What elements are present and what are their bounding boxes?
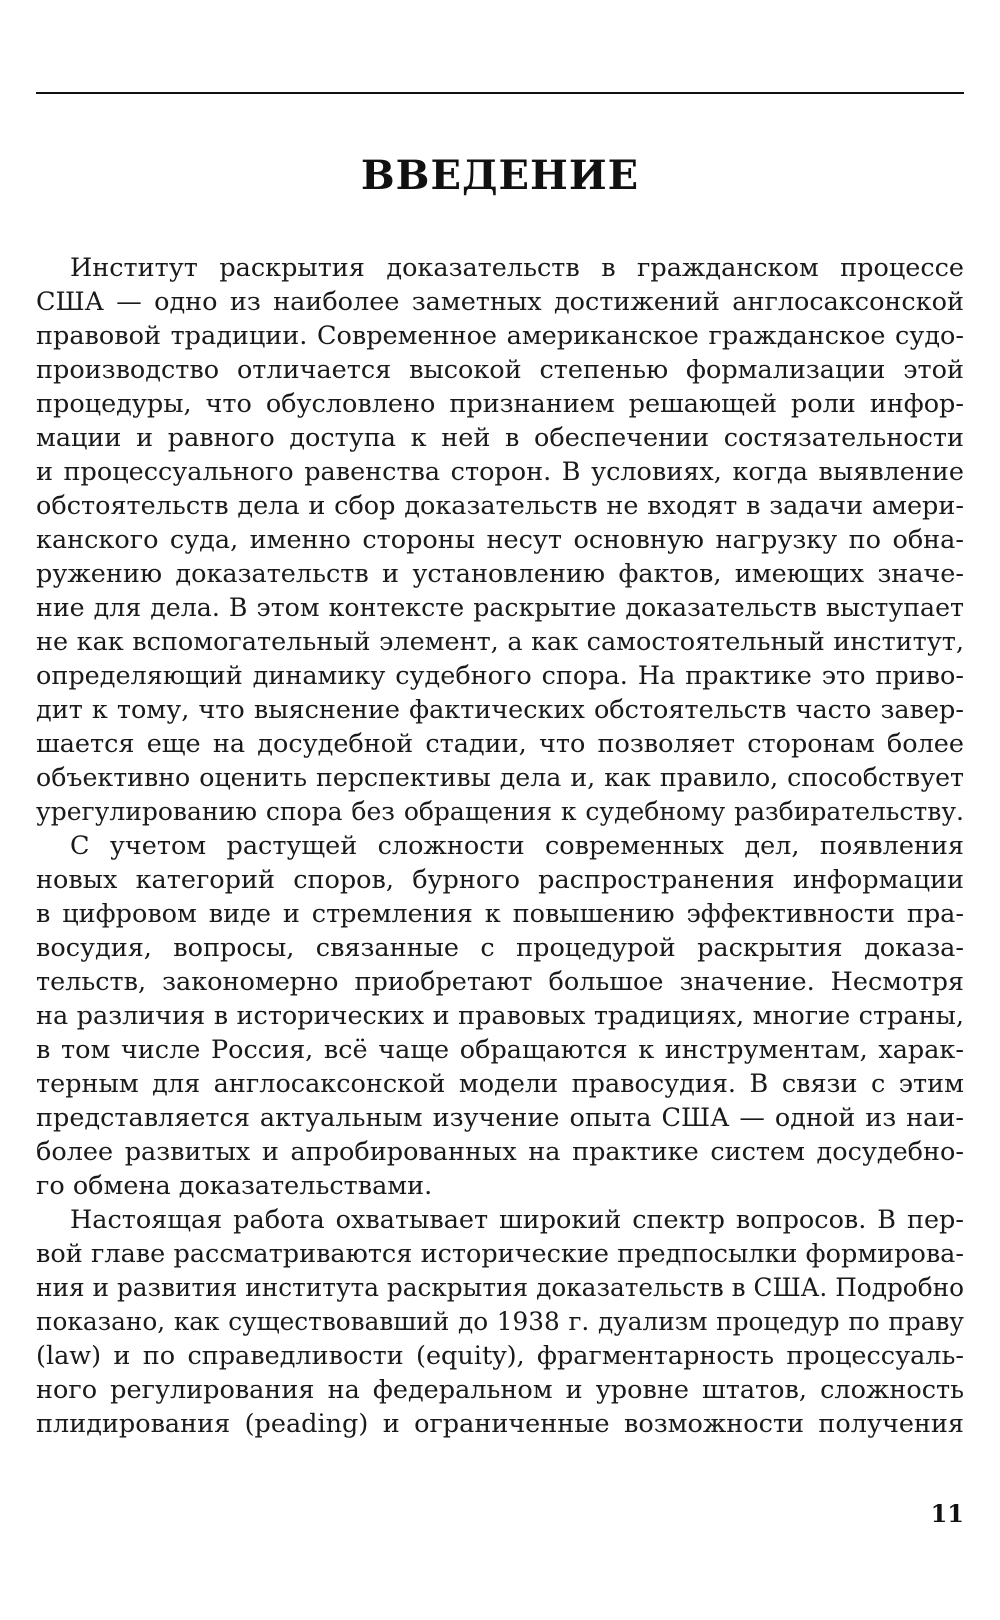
top-rule: [36, 92, 964, 94]
text-line: Институт раскрытия доказательств в гражданском процессе: [70, 253, 964, 283]
paragraph-2: [36, 829, 964, 1203]
text-line: в том числе Россия, всё чаще обращаются к инструментам, харак-: [36, 1035, 964, 1065]
text-line: ружению доказательств и установлению фактов, имеющих значе-: [36, 559, 964, 589]
text-line: мации и равного доступа к ней в обеспечении состязательности: [36, 423, 964, 453]
text-line: более развитых и апробированных на практике систем досудебно-: [36, 1137, 964, 1167]
text-line: в цифровом виде и стремления к повышению эффективности пра-: [36, 899, 964, 929]
text-line: и процессуального равенства сторон. В условиях, когда выявление: [36, 457, 964, 487]
text-line: ния и развития института раскрытия доказательств в США. Подробно: [36, 1273, 964, 1302]
text-line: обстоятельств дела и сбор доказательств не входят в задачи амери-: [36, 491, 964, 521]
text-line: производство отличается высокой степенью формализации этой: [36, 355, 964, 385]
text-line: плидирования (peading) и ограниченные возможности получения: [36, 1409, 964, 1439]
text-line: шается еще на досудебной стадии, что позволяет сторонам более: [36, 729, 964, 759]
text-line: новых категорий споров, бурного распространения информации: [36, 865, 964, 895]
text-line: объективно оценить перспективы дела и, как правило, способствует: [36, 763, 964, 792]
text-line: ние для дела. В этом контексте раскрытие доказательств выступает: [36, 593, 964, 622]
text-line: США — одно из наиболее заметных достижений англосаксонской: [36, 287, 964, 317]
chapter-title: ВВЕДЕНИЕ: [360, 152, 640, 199]
text-line: С учетом растущей сложности современных дел, появления: [70, 831, 964, 861]
text-line: определяющий динамику судебного спора. На практике это приво-: [36, 661, 964, 691]
text-line: урегулированию спора без обращения к судебному разбирательству.: [36, 797, 964, 826]
text-line: вой главе рассматриваются исторические предпосылки формирова-: [36, 1239, 964, 1269]
text-line: (law) и по справедливости (equity), фрагментарность процессуаль-: [36, 1341, 964, 1371]
body-text: [36, 251, 964, 1441]
text-line: не как вспомогательный элемент, а как самостоятельный институт,: [36, 627, 964, 657]
text-line: на различия в исторических и правовых традициях, многие страны,: [36, 1001, 964, 1031]
text-line: Настоящая работа охватывает широкий спектр вопросов. В пер-: [70, 1205, 964, 1235]
text-line: терным для англосаксонской модели правосудия. В связи с этим: [36, 1069, 964, 1099]
text-line: представляется актуальным изучение опыта США — одной из наи-: [36, 1103, 964, 1133]
paragraph-1: [36, 251, 964, 829]
text-line: канского суда, именно стороны несут основную нагрузку по обна-: [36, 525, 964, 555]
text-line: тельств, закономерно приобретают большое значение. Несмотря: [36, 967, 964, 997]
paragraph-3: [36, 1203, 964, 1441]
text-line: восудия, вопросы, связанные с процедурой раскрытия доказа-: [36, 933, 964, 963]
text-line: го обмена доказательствами.: [36, 1171, 433, 1201]
page-number: 11: [930, 1499, 964, 1528]
text-line: показано, как существовавший до 1938 г. дуализм процедур по праву: [36, 1307, 964, 1336]
text-line: ного регулирования на федеральном и уровне штатов, сложность: [36, 1375, 964, 1405]
text-line: процедуры, что обусловлено признанием решающей роли инфор-: [36, 389, 964, 419]
text-line: дит к тому, что выяснение фактических обстоятельств часто завер-: [36, 695, 964, 725]
text-line: правовой традиции. Современное американское гражданское судо-: [36, 321, 964, 351]
